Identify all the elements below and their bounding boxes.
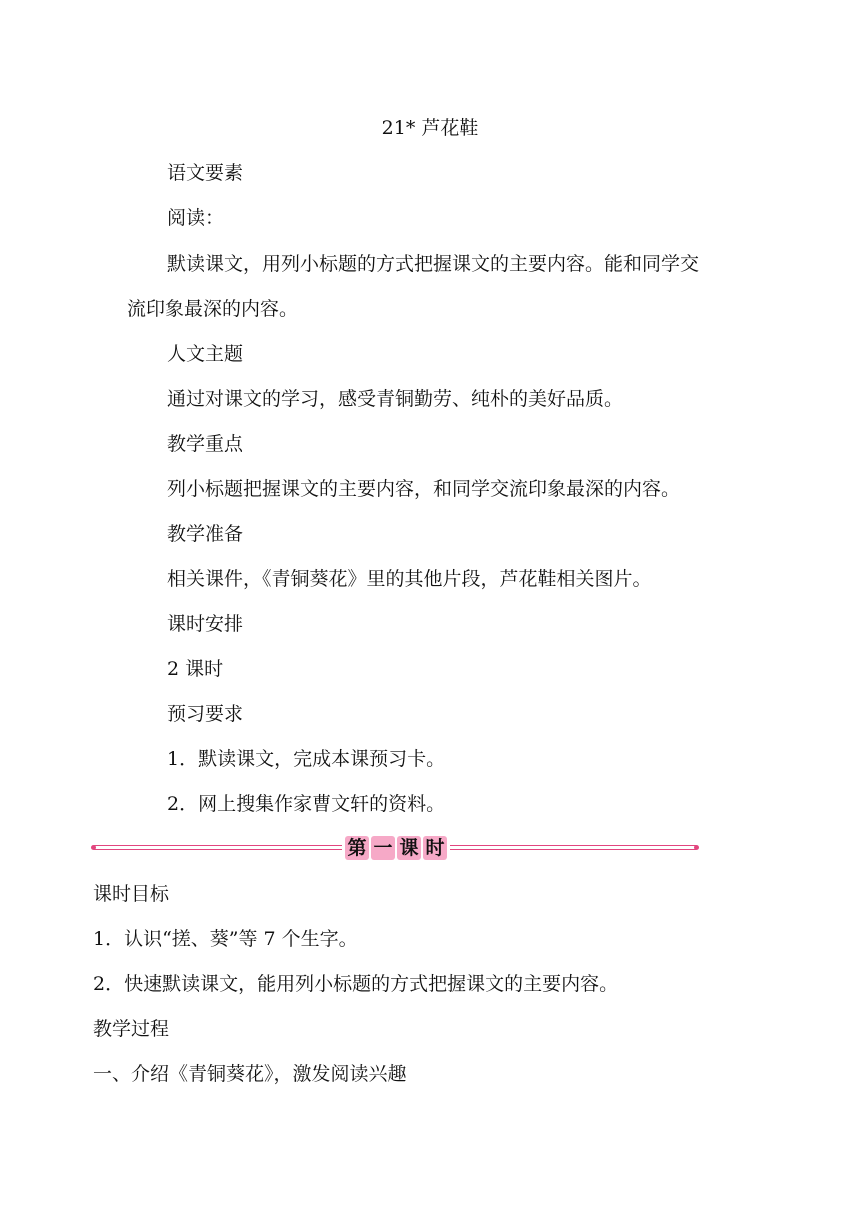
- heading-preview-requirements: 预习要求: [167, 703, 244, 725]
- badge-char: 时: [423, 836, 447, 860]
- process-step-1: 一、介绍《青铜葵花》，激发阅读兴趣: [93, 1063, 407, 1085]
- section-divider: [90, 835, 700, 861]
- schedule-text: 2 课时: [167, 658, 224, 680]
- heading-humanistic-theme: 人文主题: [167, 343, 244, 365]
- heading-period-goals: 课时目标: [93, 883, 170, 905]
- heading-schedule: 课时安排: [167, 613, 244, 635]
- badge-char: 第: [345, 836, 369, 860]
- reading-label: 阅读：: [167, 207, 225, 229]
- preview-item-2: 2．网上搜集作家曹文轩的资料。: [167, 793, 446, 815]
- lesson-title: 21* 芦花鞋: [381, 117, 479, 139]
- heading-teaching-preparation: 教学准备: [167, 523, 244, 545]
- heading-teaching-process: 教学过程: [93, 1018, 170, 1040]
- period-goal-2: 2．快速默读课文，能用列小标题的方式把握课文的主要内容。: [93, 973, 619, 995]
- heading-language-elements: 语文要素: [167, 162, 244, 184]
- section-badge-first-period: [342, 835, 450, 861]
- badge-char: 课: [397, 836, 421, 860]
- teaching-preparation-text: 相关课件，《青铜葵花》里的其他片段，芦花鞋相关图片。: [167, 568, 652, 590]
- divider-left-dot: [91, 845, 96, 850]
- badge-char: 一: [371, 836, 395, 860]
- preview-item-1: 1．默读课文，完成本课预习卡。: [167, 748, 446, 770]
- reading-goal-line-2: 流印象最深的内容。: [127, 298, 299, 320]
- reading-goal-line-1: 默读课文，用列小标题的方式把握课文的主要内容。能和同学交: [167, 253, 700, 275]
- period-goal-1: 1．认识“搓、葵”等 7 个生字。: [93, 928, 358, 950]
- heading-teaching-focus: 教学重点: [167, 433, 244, 455]
- teaching-focus-text: 列小标题把握课文的主要内容，和同学交流印象最深的内容。: [167, 478, 681, 500]
- divider-right-dot: [694, 845, 699, 850]
- humanistic-theme-text: 通过对课文的学习，感受青铜勤劳、纯朴的美好品质。: [167, 388, 624, 410]
